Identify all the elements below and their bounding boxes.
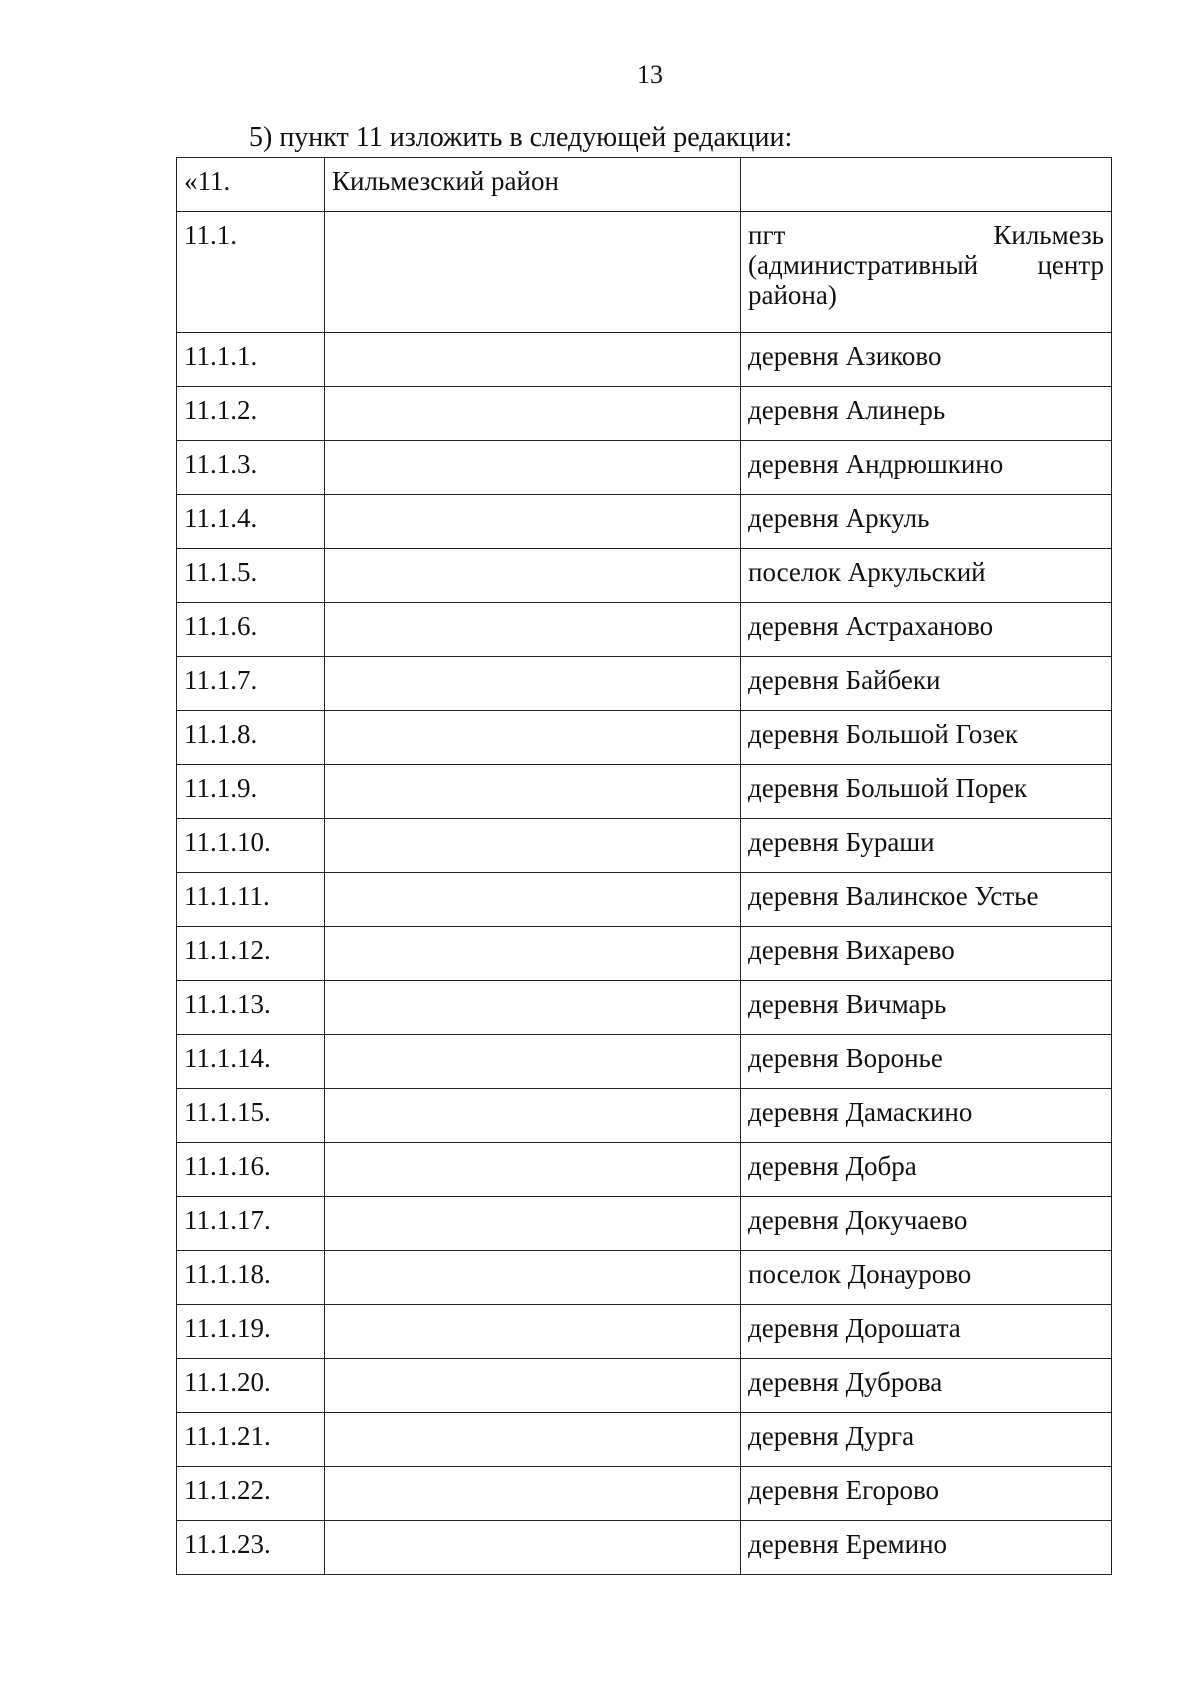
row-number-cell: 11.1.19. bbox=[177, 1305, 325, 1359]
center-line-2-left: (административный bbox=[748, 250, 979, 280]
center-line-1 bbox=[748, 220, 1104, 250]
row-number-cell: 11.1.5. bbox=[177, 549, 325, 603]
row-place-cell: деревня Вичмарь bbox=[741, 981, 1112, 1035]
row-number-cell: 11.1.9. bbox=[177, 765, 325, 819]
district-place-cell bbox=[741, 158, 1112, 212]
row-place-cell: деревня Добра bbox=[741, 1143, 1112, 1197]
table-row bbox=[177, 1413, 1112, 1467]
table-row bbox=[177, 927, 1112, 981]
row-empty-cell bbox=[325, 1089, 741, 1143]
table-row bbox=[177, 711, 1112, 765]
row-empty-cell bbox=[325, 1359, 741, 1413]
row-place-cell: деревня Дуброва bbox=[741, 1359, 1112, 1413]
row-empty-cell bbox=[325, 1467, 741, 1521]
row-empty-cell bbox=[325, 711, 741, 765]
table-row bbox=[177, 1521, 1112, 1575]
row-empty-cell bbox=[325, 819, 741, 873]
row-place-cell: деревня Еремино bbox=[741, 1521, 1112, 1575]
row-empty-cell bbox=[325, 1197, 741, 1251]
table-row bbox=[177, 1467, 1112, 1521]
center-empty-cell bbox=[325, 212, 741, 333]
row-number-cell: 11.1.16. bbox=[177, 1143, 325, 1197]
table-row bbox=[177, 1359, 1112, 1413]
row-number-cell: 11.1.14. bbox=[177, 1035, 325, 1089]
row-number-cell: 11.1.23. bbox=[177, 1521, 325, 1575]
table-row bbox=[177, 819, 1112, 873]
row-number-cell: 11.1.11. bbox=[177, 873, 325, 927]
page-number: 13 bbox=[637, 60, 663, 89]
table-row-center bbox=[177, 212, 1112, 333]
table-row bbox=[177, 873, 1112, 927]
row-place-cell: деревня Большой Порек bbox=[741, 765, 1112, 819]
row-number-cell: 11.1.2. bbox=[177, 387, 325, 441]
row-number-cell: 11.1.12. bbox=[177, 927, 325, 981]
row-empty-cell bbox=[325, 657, 741, 711]
row-place-cell: деревня Докучаево bbox=[741, 1197, 1112, 1251]
row-number-cell: 11.1.17. bbox=[177, 1197, 325, 1251]
row-place-cell: деревня Дамаскино bbox=[741, 1089, 1112, 1143]
row-empty-cell bbox=[325, 549, 741, 603]
row-empty-cell bbox=[325, 1035, 741, 1089]
row-place-cell: деревня Андрюшкино bbox=[741, 441, 1112, 495]
row-place-cell: деревня Алинерь bbox=[741, 387, 1112, 441]
row-number-cell: 11.1.7. bbox=[177, 657, 325, 711]
table-row bbox=[177, 765, 1112, 819]
row-place-cell: деревня Дурга bbox=[741, 1413, 1112, 1467]
row-empty-cell bbox=[325, 1521, 741, 1575]
center-number-cell: 11.1. bbox=[177, 212, 325, 333]
center-line-3: района) bbox=[748, 280, 837, 310]
row-empty-cell bbox=[325, 873, 741, 927]
table-body bbox=[177, 158, 1112, 1575]
table-row bbox=[177, 1089, 1112, 1143]
row-place-cell: деревня Вихарево bbox=[741, 927, 1112, 981]
row-place-cell: деревня Астраханово bbox=[741, 603, 1112, 657]
table-row bbox=[177, 1305, 1112, 1359]
row-place-cell: деревня Байбеки bbox=[741, 657, 1112, 711]
row-place-cell: поселок Донаурово bbox=[741, 1251, 1112, 1305]
table-row bbox=[177, 981, 1112, 1035]
row-place-cell: поселок Аркульский bbox=[741, 549, 1112, 603]
row-number-cell: 11.1.4. bbox=[177, 495, 325, 549]
table-row bbox=[177, 549, 1112, 603]
row-empty-cell bbox=[325, 1413, 741, 1467]
row-empty-cell bbox=[325, 1305, 741, 1359]
row-place-cell: деревня Валинское Устье bbox=[741, 873, 1112, 927]
row-place-cell: деревня Большой Гозек bbox=[741, 711, 1112, 765]
row-empty-cell bbox=[325, 981, 741, 1035]
intro-text: 5) пункт 11 изложить в следующей редакции: bbox=[249, 122, 793, 153]
table-row bbox=[177, 333, 1112, 387]
row-empty-cell bbox=[325, 1143, 741, 1197]
table-row bbox=[177, 603, 1112, 657]
row-number-cell: 11.1.13. bbox=[177, 981, 325, 1035]
table-row bbox=[177, 1143, 1112, 1197]
table-row bbox=[177, 657, 1112, 711]
row-number-cell: 11.1.1. bbox=[177, 333, 325, 387]
row-place-cell: деревня Воронье bbox=[741, 1035, 1112, 1089]
table-row bbox=[177, 495, 1112, 549]
row-number-cell: 11.1.18. bbox=[177, 1251, 325, 1305]
row-number-cell: 11.1.21. bbox=[177, 1413, 325, 1467]
center-line-1-left: пгт bbox=[748, 220, 786, 250]
table-row-district bbox=[177, 158, 1112, 212]
row-number-cell: 11.1.15. bbox=[177, 1089, 325, 1143]
row-number-cell: 11.1.20. bbox=[177, 1359, 325, 1413]
settlements-table bbox=[176, 157, 1112, 1575]
row-place-cell: деревня Аркуль bbox=[741, 495, 1112, 549]
row-place-cell: деревня Бураши bbox=[741, 819, 1112, 873]
table-row bbox=[177, 1197, 1112, 1251]
table-row bbox=[177, 387, 1112, 441]
row-empty-cell bbox=[325, 441, 741, 495]
row-empty-cell bbox=[325, 927, 741, 981]
row-empty-cell bbox=[325, 1251, 741, 1305]
center-place-cell bbox=[741, 212, 1112, 333]
row-empty-cell bbox=[325, 387, 741, 441]
row-number-cell: 11.1.3. bbox=[177, 441, 325, 495]
center-line-2 bbox=[748, 250, 1104, 280]
row-empty-cell bbox=[325, 495, 741, 549]
row-place-cell: деревня Дорошата bbox=[741, 1305, 1112, 1359]
table-row bbox=[177, 1035, 1112, 1089]
center-line-1-right: Кильмезь bbox=[993, 220, 1104, 250]
district-name-cell: Кильмезский район bbox=[325, 158, 741, 212]
district-number-cell: «11. bbox=[177, 158, 325, 212]
row-empty-cell bbox=[325, 765, 741, 819]
table-row bbox=[177, 1251, 1112, 1305]
row-number-cell: 11.1.10. bbox=[177, 819, 325, 873]
row-place-cell: деревня Егорово bbox=[741, 1467, 1112, 1521]
row-number-cell: 11.1.8. bbox=[177, 711, 325, 765]
table-row bbox=[177, 441, 1112, 495]
row-empty-cell bbox=[325, 603, 741, 657]
row-number-cell: 11.1.6. bbox=[177, 603, 325, 657]
center-line-2-right: центр bbox=[1037, 250, 1104, 280]
row-place-cell: деревня Азиково bbox=[741, 333, 1112, 387]
row-empty-cell bbox=[325, 333, 741, 387]
row-number-cell: 11.1.22. bbox=[177, 1467, 325, 1521]
